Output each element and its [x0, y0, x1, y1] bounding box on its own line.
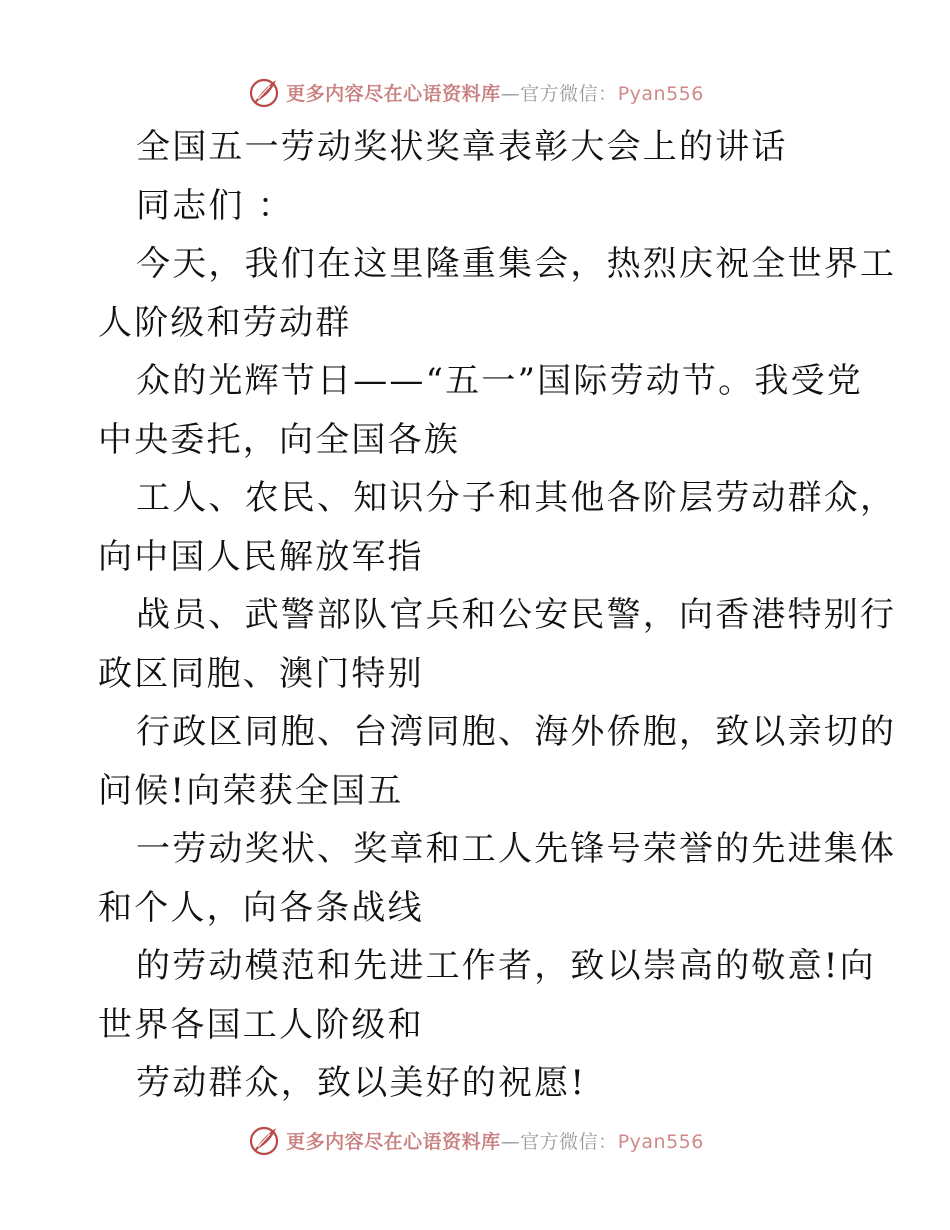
header-watermark	[0, 72, 950, 112]
text-line: 人阶级和劳动群	[98, 302, 352, 343]
text-line: 众的光辉节日——“五一”国际劳动节。我受党	[136, 361, 863, 401]
text-line: 一劳动奖状、奖章和工人先锋号荣誉的先进集体	[136, 829, 897, 869]
text-line: 今天，我们在这里隆重集会，热烈庆祝全世界工	[136, 244, 897, 284]
feather-pen-logo-icon	[246, 1122, 282, 1158]
watermark-site: 更多内容尽在心语资料库	[286, 82, 501, 105]
watermark-wechat-id: Pyan556	[617, 82, 704, 105]
text-line: 和个人，向各条战线	[98, 887, 424, 928]
text-line: 行政区同胞、台湾同胞、海外侨胞，致以亲切的	[136, 712, 897, 752]
text-line: 中央委托，向全国各族	[98, 419, 460, 460]
text-line: 政区同胞、澳门特别	[98, 653, 424, 694]
watermark-separator: —	[500, 82, 521, 105]
document-body	[98, 118, 897, 1113]
text-line: 同志们 ：	[136, 185, 294, 226]
watermark-text	[286, 79, 704, 106]
watermark-separator: —	[500, 1130, 521, 1153]
watermark-text	[286, 1127, 704, 1154]
text-line: 问候!向荣获全国五	[98, 770, 404, 811]
text-line: 的劳动模范和先进工作者，致以崇高的敬意!向	[136, 946, 876, 986]
watermark-wechat-id: Pyan556	[617, 1130, 704, 1153]
feather-pen-logo-icon	[246, 74, 282, 110]
watermark-wechat-label: 官方微信：	[520, 1130, 618, 1153]
text-line: 战员、武警部队官兵和公安民警，向香港特别行	[136, 595, 897, 635]
footer-watermark	[0, 1120, 950, 1160]
text-line: 工人、农民、知识分子和其他各阶层劳动群众，	[136, 478, 897, 518]
document-title: 全国五一劳动奖状奖章表彰大会上的讲话	[136, 127, 788, 167]
text-line: 向中国人民解放军指	[98, 536, 424, 577]
watermark-wechat-label: 官方微信：	[520, 82, 618, 105]
text-line: 劳动群众，致以美好的祝愿!	[136, 1063, 587, 1103]
watermark-site: 更多内容尽在心语资料库	[286, 1130, 501, 1153]
text-line: 世界各国工人阶级和	[98, 1004, 424, 1045]
